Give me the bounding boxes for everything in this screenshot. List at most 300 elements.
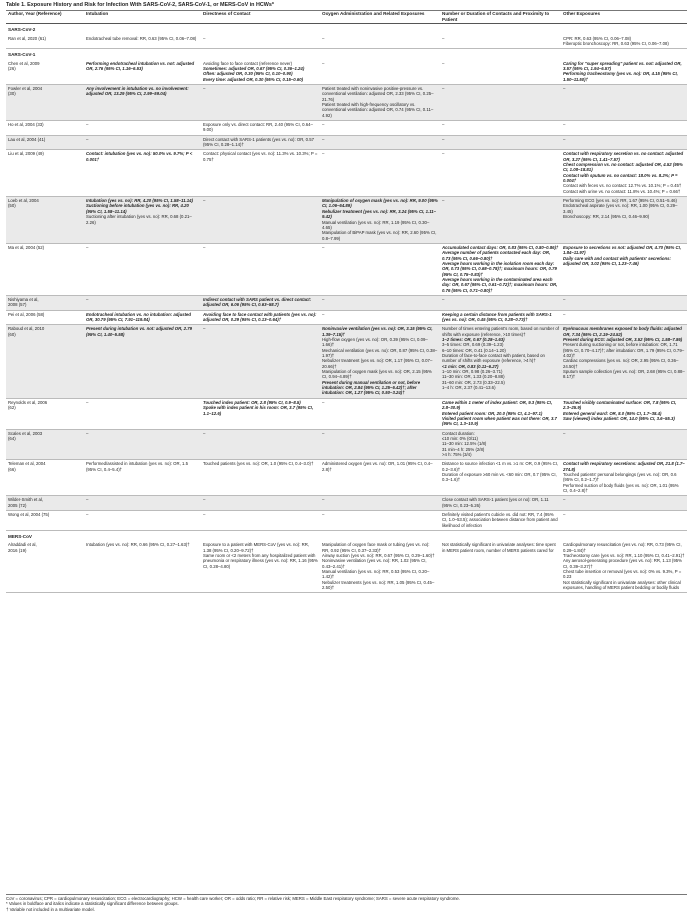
- section-row: [6, 24, 687, 35]
- table-title: Table 1. Exposure History and Risk for Infection With SARS-CoV-2, SARS-CoV-1, or MERS-CoV in HCWs*: [6, 2, 687, 11]
- cell-line: High-flow oxygen (yes vs. no): OR, 0.39 (95% CI, 0.09–1.66)†: [322, 337, 428, 348]
- table-cell: [320, 460, 440, 496]
- study-reference: 2016 (19): [8, 547, 27, 553]
- cell-line: –: [86, 136, 89, 142]
- table-cell: [84, 496, 201, 511]
- cell-line: Sometimes: adjusted OR, 0.67 (95% CI, 0.36–1.24): [203, 65, 305, 71]
- cell-line: –: [86, 512, 89, 517]
- cell-line: Entered general ward: OR, 8.0 (95% CI, 1.7–38.4): [563, 410, 662, 416]
- study-reference: Nishiyama et al,: [8, 296, 39, 302]
- cell-line: Intubation (yes vs. no): RR, 4.20 (95% CI, 1.58–11.14): [86, 198, 193, 204]
- table-cell: [561, 398, 687, 429]
- table-cell: [84, 121, 201, 136]
- cell-line: Contact with respiratory secretions: adjusted OR, 21.8 (1.7–274.8): [563, 461, 685, 472]
- table-cell: [6, 121, 84, 136]
- study-reference: Loeb et al, 2004: [8, 198, 39, 204]
- table-cell: [320, 496, 440, 511]
- table-cell: [561, 121, 687, 136]
- table-cell: [201, 84, 320, 120]
- cell-line: Noninvasive ventilation (yes vs. no): RR, 1.02 (95% CI, 0.43–2.41)†: [322, 558, 427, 569]
- table-cell: [440, 135, 561, 150]
- table-cell: [440, 511, 561, 531]
- table-cell: [6, 295, 84, 310]
- column-header: Directness of Contact: [201, 10, 320, 24]
- table-cell: [201, 60, 320, 85]
- study-reference: Ma et al, 2004 (52): [8, 244, 45, 250]
- column-header: Number or Duration of Contacts and Proximity to Patient: [440, 10, 561, 24]
- study-reference: Scales et al, 2003: [8, 430, 43, 436]
- study-reference: 2008 (57): [8, 302, 27, 308]
- cell-line: –: [322, 136, 325, 142]
- cell-line: –: [322, 151, 325, 157]
- table-cell: [6, 310, 84, 325]
- cell-line: –: [442, 85, 445, 91]
- table-cell: [201, 150, 320, 197]
- study-reference: Wilder-Smith et al,: [8, 497, 44, 503]
- cell-line: Not statistically significant in univariate analyses: time spent in MERS patient room, number of MERS patients cared for: [442, 542, 556, 553]
- cell-line: <1 min: OR, 0.83 (0.11–6.27): [442, 363, 499, 369]
- cell-line: Keeping a certain distance from patients with SARS-1 (yes vs. no): OR, 0.45 (95% CI, 0.28–0.73)†: [442, 311, 552, 322]
- cell-line: Present during ECG: adjusted OR, 3.52 (95% CI, 1.58–7.86): [563, 337, 683, 343]
- table-cell: [440, 197, 561, 244]
- study-reference: Pei et al, 2006 (58): [8, 311, 45, 317]
- table-cell: [440, 429, 561, 460]
- cell-line: –: [322, 399, 325, 405]
- table-cell: [84, 60, 201, 85]
- cell-line: Contact: intubation (yes vs. no): 50.0% vs. 9.7%; P < 0.001†: [86, 151, 193, 162]
- cell-line: –: [86, 296, 89, 302]
- cell-line: –: [442, 60, 445, 66]
- table-cell: [561, 84, 687, 120]
- cell-line: Airway suction (yes vs. no): RR, 0.67 (95% CI, 0.29–1.60)†: [322, 553, 435, 559]
- table-cell: [561, 150, 687, 197]
- cell-line: Duration of face-to-face contact with patient, based on number of shifts with exposure (reference, >4 h)†: [442, 353, 545, 364]
- cell-line: –: [442, 35, 445, 41]
- cell-line: Same room or <2 meters from any hospitalized patient with pneumonia or respiratory illness (yes vs. no): RR, 1.16 (95% CI, 0.28–4.80): [203, 553, 318, 569]
- cell-line: Contact with sputum vs. no contact: 18.0% vs. 8.2%; P = 0.004†: [563, 172, 678, 184]
- table-row: [6, 135, 687, 150]
- table-cell: [440, 310, 561, 325]
- cell-line: Suctioning before intubation (yes vs. no): RR, 4.20 (95% CI, 1.58–11.14): [86, 203, 189, 214]
- table-cell: [84, 325, 201, 398]
- cell-line: Exposure to secretions vs not: adjusted OR, 4.70 (95% CI, 1.84–11.97): [563, 244, 681, 256]
- cell-line: Indirect contact with SARS patient vs. direct contact: adjusted OR, 6.06 (95% CI, 0.63–58.7): [203, 296, 312, 308]
- cell-line: CPR: RR, 0.63 (95% CI, 0.06–7.08): [563, 35, 632, 41]
- study-reference: Alraddadi et al,: [8, 542, 37, 548]
- footnote: * Values in boldface and italics indicate a statistically significant difference between groups.: [6, 901, 179, 907]
- cell-line: Contact duration:: [442, 430, 475, 436]
- cell-line: –: [563, 430, 566, 436]
- table-cell: [440, 295, 561, 310]
- cell-line: –: [563, 85, 566, 91]
- study-reference: Reynolds et al, 2006: [8, 399, 48, 405]
- table-cell: [84, 460, 201, 496]
- cell-line: Sputum sample collection (yes vs. no): OR, 2.68 (95% CI, 0.88–8.17)†: [563, 369, 685, 380]
- table-cell: [84, 84, 201, 120]
- cell-line: Came within 1 meter of index patient: OR, 9.3 (95% CI, 2.8–30.9): [442, 399, 553, 411]
- table-cell: [6, 60, 84, 85]
- table-cell: [84, 135, 201, 150]
- cell-line: Close contact with SARS-1 patient (yes or no): OR, 1.11 (95% CI, 0.23–5.26): [442, 497, 549, 508]
- cell-line: –: [442, 151, 445, 157]
- study-reference: (66): [8, 466, 16, 472]
- cell-line: Cardiac compressions (yes vs. no): OR, 2.95 (95% CI, 0.36–24.50)†: [563, 358, 679, 369]
- cell-line: Tracheostomy care (yes vs. no): RR, 1.10 (95% CI, 0.41–2.91)†: [563, 553, 685, 559]
- cell-line: Intubation (yes vs. no): RR, 0.66 (95% CI, 0.27–1.63)†: [86, 542, 190, 548]
- table-cell: [440, 35, 561, 49]
- cell-line: –: [563, 296, 566, 302]
- cell-line: Contact with feces vs. no contact: 12.7% vs. 10.1%; P = 0.45†: [563, 183, 682, 189]
- cell-line: Noninvasive ventilation (yes vs. no): OR, 3.15 (95% CI, 1.39–7.15)†: [322, 326, 433, 337]
- cell-line: 1–4 h: OR, 2.37 (0.41–13.6): [442, 385, 496, 391]
- cell-line: Fiberoptic bronchoscopy: RR, 0.63 (95% CI, 0.06–7.08): [563, 40, 669, 46]
- table-cell: [84, 541, 201, 593]
- cell-line: –: [203, 497, 206, 503]
- cell-line: 3–5 times: OR, 0.69 (0.39–1.23): [442, 342, 504, 348]
- cell-line: Number of times entering patient's room, based on number of shifts with exposure (reference, >10 times)†: [442, 326, 559, 337]
- cell-line: Performed/assisted in intubation (yes vs. no): OR, 1.5 (95% CI, 0.4–5.4)†: [86, 461, 188, 472]
- cell-line: Touched patients' personal belongings (yes vs. no): OR, 0.6 (95% CI, 0.2–1.7)†: [563, 471, 677, 483]
- cell-line: –: [86, 122, 89, 127]
- cell-line: >4 h: 75% (3/4): [442, 451, 472, 457]
- cell-line: Saw (viewed) index patient: OR, 14.0 (95% CI, 3.6–55.3): [563, 415, 675, 421]
- cell-line: Any aerosol-generating procedure (yes vs. no): RR, 1.13 (95% CI, 0.39–3.27)†: [563, 558, 682, 569]
- table-cell: [6, 511, 84, 531]
- footnote: † Variable not included in a multivariate model.: [6, 906, 95, 912]
- table-cell: [440, 121, 561, 136]
- cell-line: Endotracheal aspirate (yes vs. no): RR, 1.00 (95% CI, 0.29–3.45): [563, 203, 678, 214]
- cell-line: Performing ECG (yes vs. no): RR, 1.67 (95% CI, 0.51–5.46): [563, 198, 677, 204]
- table-cell: [201, 496, 320, 511]
- cell-line: 31 min–4 h: 25% (2/8): [442, 446, 485, 452]
- table-cell: [201, 310, 320, 325]
- cell-line: –: [203, 198, 206, 204]
- study-reference: (30): [8, 91, 16, 97]
- cell-line: Performing tracheostomy (yes vs. no): OR, 4.15 (95% CI, 1.50–11.50)†: [563, 71, 678, 82]
- table-cell: [201, 121, 320, 136]
- cell-line: Nebulizer treatment (yes vs. no): OR, 1.17 (95% CI, 0.07–20.66)†: [322, 358, 433, 369]
- table-cell: [440, 60, 561, 85]
- table-cell: [561, 541, 687, 593]
- footnote: CoV = coronavirus; CPR = cardiopulmonary resuscitation; ECG = electrocardiography; HCW = health care worker; OR = odds ratio; RR = relative risk; MERS = Middle East respiratory syndrome; SARS = severe acute respiratory syndrome.: [6, 896, 460, 901]
- cell-line: 1–10 min: OR, 0.98 (0.26–3.71): [442, 369, 503, 375]
- exposure-table: [6, 10, 687, 593]
- table-row: [6, 121, 687, 136]
- table-cell: [201, 398, 320, 429]
- table-cell: [320, 398, 440, 429]
- cell-line: Often: adjusted OR, 0.30 (95% CI, 0.10–0.90): [203, 71, 293, 77]
- cell-line: Nebulizer treatments (yes vs. no): RR, 1.05 (95% CI, 0.45–2.50)†: [322, 579, 435, 591]
- cell-line: Caring for "super spreading" patient vs. not: adjusted OR, 3.57 (95% CI, 1.94–6.57): [563, 60, 682, 71]
- table-cell: [561, 295, 687, 310]
- cell-line: Touched index patient: OR, 2.8 (95% CI, 0.9–8.5): [203, 399, 301, 405]
- cell-line: –: [563, 122, 566, 127]
- cell-line: –: [86, 399, 89, 405]
- table-row: [6, 496, 687, 511]
- study-reference: Teleman et al, 2004: [8, 461, 46, 467]
- table-row: [6, 325, 687, 398]
- table-cell: [440, 150, 561, 197]
- table-cell: [6, 429, 84, 460]
- table-cell: [84, 398, 201, 429]
- cell-line: Touched patients (yes vs. no): OR, 1.0 (95% CI, 0.4–3.0)†: [203, 461, 314, 467]
- table-header-row: [6, 10, 687, 24]
- table-row: [6, 60, 687, 85]
- cell-line: Contact with respiratory secretion vs. no contact: adjusted OR, 3.27 (95% CI, 1.41–7.57): [563, 151, 684, 162]
- table-cell: [201, 295, 320, 310]
- table-row: [6, 511, 687, 531]
- table-row: [6, 310, 687, 325]
- cell-line: –: [322, 244, 325, 250]
- cell-line: –: [442, 136, 445, 142]
- table-cell: [84, 197, 201, 244]
- table-cell: [320, 325, 440, 398]
- cell-line: –: [322, 512, 325, 517]
- cell-line: –: [203, 85, 206, 91]
- cell-line: Administered oxygen (yes vs. no): OR, 1.01 (95% CI, 0.4–2.8)†: [322, 461, 433, 472]
- table-cell: [320, 121, 440, 136]
- table-row: [6, 398, 687, 429]
- table-cell: [6, 541, 84, 593]
- cell-line: Manipulation of oxygen face mask or tubing (yes vs. no): RR, 0.92 (95% CI, 0.37–2.33)†: [322, 542, 430, 553]
- column-header: Oxygen Administration and Related Exposures: [320, 10, 440, 24]
- cell-line: –: [322, 296, 325, 302]
- table-cell: [6, 135, 84, 150]
- table-cell: [440, 243, 561, 295]
- cell-line: Distance to source infection <1 m vs. ≥1 m: OR, 0.9 (95% CI, 0.2–3.6)†: [442, 461, 559, 472]
- table-cell: [561, 325, 687, 398]
- table-cell: [6, 243, 84, 295]
- cell-line: Manipulation of BiPAP mask (yes vs. no): RR, 2.60 (95% CI, 0.8–7.99): [322, 230, 437, 241]
- cell-line: Average hours working in the contaminated area each day: OR, 0.67 (95% CI, 0.61–0.72)†; maximum hours: OR, 0.76 (95% CI, 0.71–0.80)†: [442, 276, 558, 293]
- table-row: [6, 35, 687, 49]
- cell-line: Avoiding face to face contact with patients (yes vs. no): adjusted OR, 0.29 (95% CI, 0.13–0.64)†: [203, 311, 317, 322]
- study-reference: (62): [8, 405, 16, 411]
- table-cell: [6, 325, 84, 398]
- cell-line: 1–2 times: OR, 0.67 (0.28–1.63): [442, 337, 505, 343]
- study-reference: (60): [8, 331, 16, 337]
- table-cell: [201, 541, 320, 593]
- table-cell: [6, 398, 84, 429]
- table-cell: [201, 429, 320, 460]
- cell-line: Suctioning after intubation (yes vs. no): RR, 0.68 (0.21–2.26): [86, 214, 192, 225]
- section-row: [6, 49, 687, 60]
- study-reference: (64): [8, 435, 16, 441]
- cell-line: Bronchoscopy: RR, 2.14 (95% CI, 0.46–9.90): [563, 214, 650, 220]
- table-cell: [320, 150, 440, 197]
- table-row: [6, 197, 687, 244]
- table-cell: [320, 541, 440, 593]
- cell-line: –: [563, 497, 566, 503]
- table-cell: [201, 35, 320, 49]
- table-cell: [320, 429, 440, 460]
- cell-line: Spoke with index patient in his room: OR, 3.7 (95% CI, 1.1–12.6): [203, 405, 314, 416]
- cell-line: ≤10 min: 0% (0/11): [442, 435, 478, 441]
- table-cell: [440, 398, 561, 429]
- table-row: [6, 541, 687, 593]
- cell-line: –: [322, 497, 325, 503]
- cell-line: –: [322, 35, 325, 41]
- study-reference: Ran et al, 2020 (61): [8, 35, 46, 41]
- table-cell: [84, 150, 201, 197]
- table-cell: [84, 295, 201, 310]
- cell-line: Not statistically significant in univariate analyses: other clinical exposures, handling of MERS patient bedding or bodily fluids: [563, 579, 681, 591]
- cell-line: –: [442, 122, 445, 127]
- table-cell: [201, 243, 320, 295]
- cell-line: Every time: adjusted OR, 0.30 (95% CI, 0.15–0.60): [203, 76, 304, 82]
- cell-line: Touched visibly contaminated surface: OR, 7.8 (95% CI, 2.3–25.9): [563, 399, 677, 411]
- cell-line: –: [563, 512, 566, 517]
- table-cell: [440, 325, 561, 398]
- table-row: [6, 429, 687, 460]
- table-cell: [6, 460, 84, 496]
- cell-line: –: [442, 296, 445, 302]
- table-cell: [440, 84, 561, 120]
- section-label: MERS-CoV: [6, 531, 687, 542]
- cell-line: –: [203, 35, 206, 41]
- study-reference: Wong et al, 2004 (75): [8, 512, 50, 517]
- cell-line: Patient treated with noninvasive positive-pressure vs. conventional ventilation: adjusted OR, 2.33 (95% CI, 0.25–21.76): [322, 85, 434, 102]
- cell-line: –: [322, 122, 325, 127]
- study-reference: 2005 (72): [8, 502, 27, 508]
- section-row: [6, 531, 687, 542]
- cell-line: Direct contact with SARS-1 patients (yes vs. no): OR, 0.57 (95% CI, 0.28–1.14)†: [203, 136, 315, 148]
- cell-line: –: [203, 326, 206, 332]
- table-cell: [561, 496, 687, 511]
- column-header: Intubation: [84, 10, 201, 24]
- table-row: [6, 295, 687, 310]
- cell-line: –: [203, 512, 206, 517]
- table-cell: [320, 84, 440, 120]
- table-cell: [84, 511, 201, 531]
- cell-line: Avoiding face to face contact (reference never): [203, 60, 293, 66]
- table-cell: [320, 295, 440, 310]
- cell-line: Chest tube insertion or removal (yes vs. no): 0% vs. 9.3%, P = 0.23: [563, 569, 682, 580]
- cell-line: Contact with urine vs. no contact: 11.8% vs. 10.4%; P = 0.66†: [563, 188, 681, 194]
- table-cell: [320, 135, 440, 150]
- cell-line: –: [442, 198, 445, 204]
- table-cell: [6, 150, 84, 197]
- cell-line: –: [86, 430, 89, 436]
- table-cell: [320, 35, 440, 49]
- cell-line: Eye/mucous membranes exposed to body fluids: adjusted OR, 7.34 (95% CI, 2.19–24.52): [563, 326, 682, 337]
- table-cell: [561, 429, 687, 460]
- table-row: [6, 460, 687, 496]
- cell-line: 31–60 min: OR, 2.73 (0.33–22.5): [442, 379, 505, 385]
- table-cell: [561, 35, 687, 49]
- study-reference: Raboud et al, 2010: [8, 326, 45, 332]
- cell-line: Endotracheal intubation vs. no intubation: adjusted OR, 30.79 (95% CI, 7.91–119.84): [86, 311, 192, 322]
- table-cell: [84, 35, 201, 49]
- cell-line: Visited patient room when patient was not there: OR, 3.7 (95% CI, 1.3–10.9): [442, 415, 557, 427]
- cell-line: Definitely visited patient's cubicle vs. did not: RR, 7.4 (95% CI, 1.0–53.5); association between distance from patient and likelihood of infection: [442, 512, 558, 528]
- cell-line: Cardiopulmonary resuscitation (yes vs. no): RR, 0.73 (95% CI, 0.29–1.84)†: [563, 542, 682, 553]
- cell-line: Present during manual ventilation or not, before intubation: OR, 2.84 (95% CI, 1.25–6.42)†; after intubation: OR, 1.27 (95% CI, 0.50–3.24)†: [322, 379, 421, 396]
- table-cell: [320, 243, 440, 295]
- cell-line: 6–10 times: OR, 0.41 (0.14–1.20): [442, 347, 506, 353]
- cell-line: Exposure only vs. direct contact: RR, 2.40 (95% CI, 0.64–9.00): [203, 122, 313, 133]
- table-row: [6, 84, 687, 120]
- study-reference: Ho et al, 2004 (33): [8, 122, 44, 127]
- table-cell: [561, 310, 687, 325]
- cell-line: Daily care with and contact with patients' secretions: adjusted OR, 3.02 (95% CI, 1.23–7.46): [563, 255, 671, 266]
- table-cell: [440, 541, 561, 593]
- cell-line: Chest compression vs. no contact: adjusted OR, 4.52 (95% CI, 1.08–18.81): [563, 162, 683, 173]
- table-cell: [320, 310, 440, 325]
- cell-line: Exposure to a patient with MERS-CoV (yes vs. no): RR, 1.38 (95% CI, 0.20–9.72)†: [203, 542, 310, 553]
- table-cell: [561, 197, 687, 244]
- table-cell: [201, 197, 320, 244]
- table-cell: [201, 135, 320, 150]
- cell-line: Nebulizer treatment (yes vs. no): RR, 3.24 (95% CI, 1.11–9.42): [322, 208, 437, 220]
- cell-line: –: [203, 430, 206, 436]
- table-cell: [561, 60, 687, 85]
- cell-line: Endotracheal tube removal: RR, 0.63 (95% CI, 0.06–7.08): [86, 35, 197, 41]
- cell-line: Present during intubation vs. not: adjusted OR, 2.79 (95% CI, 1.40–5.58): [86, 326, 193, 337]
- cell-line: –: [86, 244, 89, 250]
- cell-line: Patient treated with high-frequency oscillatory vs. conventional ventilation: adjusted OR, 0.74 (95% CI, 0.11–4.92): [322, 101, 434, 118]
- cell-line: Average hours working in the isolation room each day: OR, 0.73 (95% CI, 0.68–0.78)†; maximum hours: OR, 0.79 (95% CI, 0.75–0.83)†: [442, 260, 557, 277]
- table-cell: [320, 197, 440, 244]
- table-row: [6, 243, 687, 295]
- table-cell: [561, 243, 687, 295]
- cell-line: Any involvement in intubation vs. no involvement: adjusted OR, 13.29 (95% CI, 2.99–59.04): [86, 85, 189, 97]
- table-cell: [6, 197, 84, 244]
- study-reference: Lau et al, 2004 (41): [8, 136, 46, 142]
- column-header: Author, Year (Reference): [6, 10, 84, 24]
- study-reference: (26): [8, 65, 16, 71]
- table-cell: [84, 310, 201, 325]
- cell-line: Manipulation of oxygen mask (yes vs. no): OR, 2.15 (95% CI, 0.94–4.89)†: [322, 369, 432, 380]
- cell-line: Present during suctioning or not, before intubation: OR, 1.71 (95% CI, 0.70–4.17)†; after intubation: OR, 1.79 (95% CI, 0.79–4.02)†: [563, 342, 685, 359]
- table-cell: [201, 460, 320, 496]
- table-cell: [561, 511, 687, 531]
- section-label: SARS-CoV-1: [6, 49, 687, 60]
- cell-line: –: [563, 311, 566, 317]
- cell-line: –: [322, 60, 325, 66]
- cell-line: Mechanical ventilation (yes vs. no): OR, 0.87 (95% CI, 0.38–1.97)†: [322, 347, 438, 359]
- table-cell: [320, 511, 440, 531]
- table-cell: [6, 496, 84, 511]
- cell-line: –: [322, 311, 325, 317]
- cell-line: –: [563, 136, 566, 142]
- cell-line: –: [86, 497, 89, 503]
- cell-line: Entered patient room: OR, 20.0 (95% CI, 4.1–97.1): [442, 410, 543, 416]
- table-cell: [201, 325, 320, 398]
- column-header: Other Exposures: [561, 10, 687, 24]
- table-cell: [6, 35, 84, 49]
- cell-line: 11–30 min: 12.5% (1/8): [442, 441, 487, 447]
- cell-line: Performed suction of body fluids (yes vs. no): OR, 1.01 (95% CI, 0.4–2.8)†: [563, 482, 679, 493]
- cell-line: –: [203, 244, 206, 250]
- table-row: [6, 150, 687, 197]
- study-reference: Liu et al, 2009 (49): [8, 151, 44, 157]
- cell-line: Duration of exposure ≥60 min vs. <60 min: OR, 0.7 (95% CI, 0.3–1.6)†: [442, 471, 557, 483]
- cell-line: Manipulation of oxygen mask (yes vs. no): RR, 9.00 (95% CI, 1.06–64.89): [322, 198, 438, 209]
- cell-line: 11–30 min: OR, 1.33 (0.20–8.88): [442, 374, 505, 380]
- table-footnotes: [6, 894, 687, 912]
- table-cell: [440, 460, 561, 496]
- cell-line: Accumulated contact days: OR, 0.83 (95% CI, 0.80–0.86)†: [442, 244, 559, 250]
- cell-line: Manual ventilation (yes vs. no): RR, 0.53 (95% CI, 0.20–1.42)†: [322, 569, 430, 580]
- study-reference: Chen et al, 2009: [8, 60, 40, 66]
- table-cell: [84, 429, 201, 460]
- cell-line: Performing endotracheal intubation vs. not: adjusted OR, 2.76 (95% CI, 1.16–6.53): [86, 60, 195, 71]
- cell-line: Manual ventilation (yes vs. no): RR, 1.19 (95% CI, 0.30–4.65): [322, 219, 430, 230]
- table-cell: [440, 496, 561, 511]
- table-cell: [84, 243, 201, 295]
- table-cell: [561, 135, 687, 150]
